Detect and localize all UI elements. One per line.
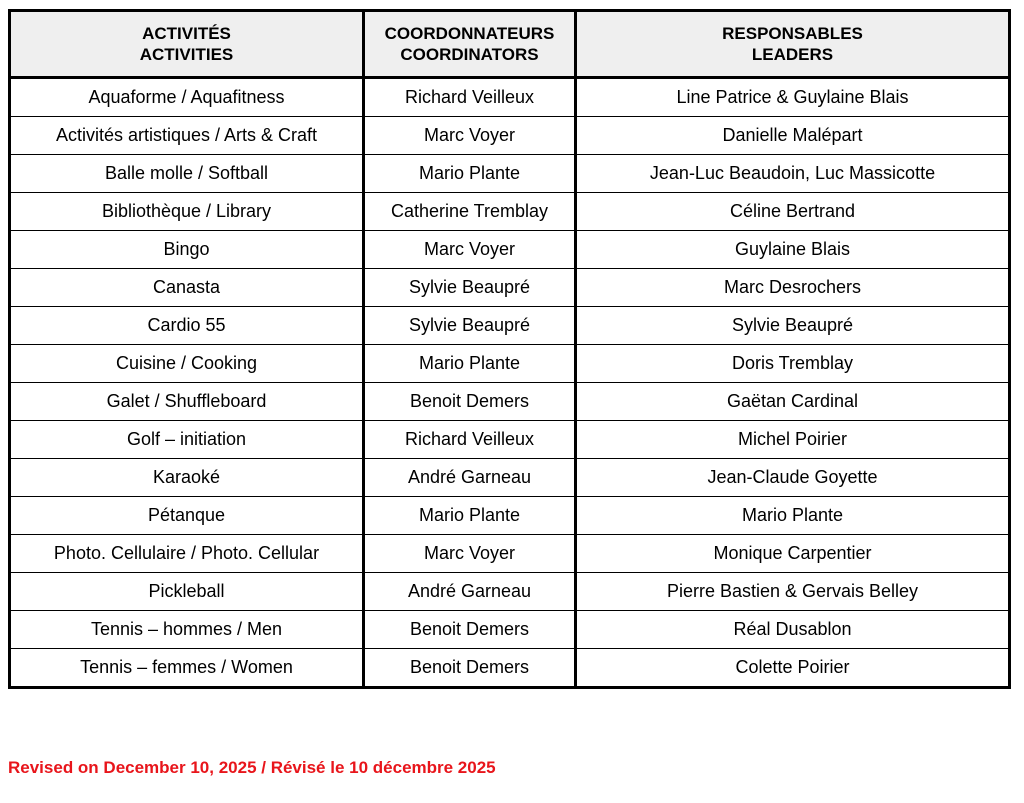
- activity-cell: Cuisine / Cooking: [10, 345, 364, 383]
- header-activities-fr: ACTIVITÉS: [142, 24, 231, 43]
- activity-cell: Activités artistiques / Arts & Craft: [10, 117, 364, 155]
- header-coordinators-en: COORDINATORS: [400, 45, 539, 64]
- table-row: [10, 383, 1010, 421]
- leaders-cell: Danielle Malépart: [576, 117, 1010, 155]
- coordinator-cell: Mario Plante: [364, 155, 576, 193]
- header-row: [10, 11, 1010, 78]
- header-activities: [10, 11, 364, 78]
- leaders-cell: Mario Plante: [576, 497, 1010, 535]
- activity-cell: Pétanque: [10, 497, 364, 535]
- coordinator-cell: Marc Voyer: [364, 117, 576, 155]
- coordinator-cell: Mario Plante: [364, 497, 576, 535]
- coordinator-cell: Richard Veilleux: [364, 78, 576, 117]
- header-coordinators-fr: COORDONNATEURS: [384, 24, 555, 43]
- leaders-cell: Monique Carpentier: [576, 535, 1010, 573]
- activity-cell: Pickleball: [10, 573, 364, 611]
- leaders-cell: Line Patrice & Guylaine Blais: [576, 78, 1010, 117]
- leaders-cell: Céline Bertrand: [576, 193, 1010, 231]
- coordinator-cell: Marc Voyer: [364, 535, 576, 573]
- table-row: [10, 497, 1010, 535]
- activity-cell: Balle molle / Softball: [10, 155, 364, 193]
- leaders-cell: Guylaine Blais: [576, 231, 1010, 269]
- leaders-cell: Pierre Bastien & Gervais Belley: [576, 573, 1010, 611]
- header-leaders: [576, 11, 1010, 78]
- table-row: [10, 611, 1010, 649]
- coordinator-cell: Benoit Demers: [364, 383, 576, 421]
- header-activities-en: ACTIVITIES: [139, 45, 234, 64]
- coordinator-cell: Sylvie Beaupré: [364, 269, 576, 307]
- table-row: [10, 231, 1010, 269]
- coordinator-cell: Benoit Demers: [364, 611, 576, 649]
- coordinator-cell: Sylvie Beaupré: [364, 307, 576, 345]
- leaders-cell: Jean-Claude Goyette: [576, 459, 1010, 497]
- coordinator-cell: Benoit Demers: [364, 649, 576, 688]
- activity-cell: Tennis – femmes / Women: [10, 649, 364, 688]
- header-leaders-en: LEADERS: [751, 45, 834, 64]
- leaders-cell: Réal Dusablon: [576, 611, 1010, 649]
- activities-table: [8, 9, 1011, 689]
- coordinator-cell: Mario Plante: [364, 345, 576, 383]
- table-row: [10, 193, 1010, 231]
- activity-cell: Canasta: [10, 269, 364, 307]
- activity-cell: Bibliothèque / Library: [10, 193, 364, 231]
- leaders-cell: Gaëtan Cardinal: [576, 383, 1010, 421]
- activity-cell: Karaoké: [10, 459, 364, 497]
- activity-cell: Golf – initiation: [10, 421, 364, 459]
- coordinator-cell: Catherine Tremblay: [364, 193, 576, 231]
- table-row: [10, 155, 1010, 193]
- activity-cell: Photo. Cellulaire / Photo. Cellular: [10, 535, 364, 573]
- table-header: [10, 11, 1010, 78]
- table-row: [10, 459, 1010, 497]
- activity-cell: Tennis – hommes / Men: [10, 611, 364, 649]
- table-row: [10, 78, 1010, 117]
- leaders-cell: Doris Tremblay: [576, 345, 1010, 383]
- activity-cell: Aquaforme / Aquafitness: [10, 78, 364, 117]
- table-row: [10, 535, 1010, 573]
- table-row: [10, 649, 1010, 688]
- table-row: [10, 345, 1010, 383]
- activity-cell: Galet / Shuffleboard: [10, 383, 364, 421]
- leaders-cell: Jean-Luc Beaudoin, Luc Massicotte: [576, 155, 1010, 193]
- activity-cell: Bingo: [10, 231, 364, 269]
- table-row: [10, 421, 1010, 459]
- header-coordinators: [364, 11, 576, 78]
- coordinator-cell: André Garneau: [364, 573, 576, 611]
- coordinator-cell: Richard Veilleux: [364, 421, 576, 459]
- leaders-cell: Marc Desrochers: [576, 269, 1010, 307]
- leaders-cell: Colette Poirier: [576, 649, 1010, 688]
- header-leaders-fr: RESPONSABLES: [722, 24, 863, 43]
- activity-cell: Cardio 55: [10, 307, 364, 345]
- coordinator-cell: Marc Voyer: [364, 231, 576, 269]
- coordinator-cell: André Garneau: [364, 459, 576, 497]
- table-row: [10, 573, 1010, 611]
- table-row: [10, 117, 1010, 155]
- table-row: [10, 269, 1010, 307]
- table-row: [10, 307, 1010, 345]
- leaders-cell: Sylvie Beaupré: [576, 307, 1010, 345]
- revision-note: Revised on December 10, 2025 / Révisé le 10 décembre 2025: [8, 758, 496, 777]
- leaders-cell: Michel Poirier: [576, 421, 1010, 459]
- table-body: [10, 78, 1010, 688]
